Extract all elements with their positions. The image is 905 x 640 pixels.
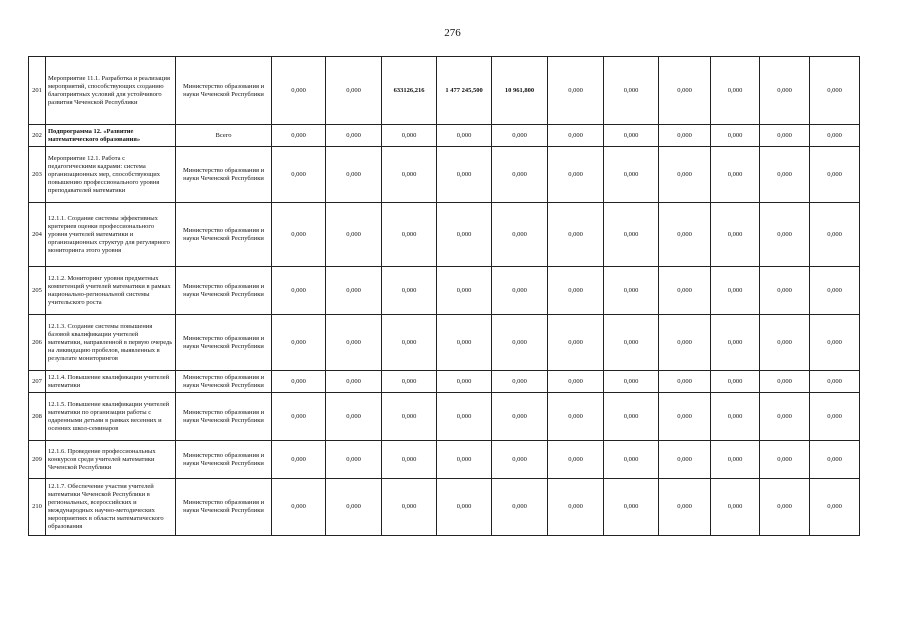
table-row — [29, 371, 860, 393]
activity-name: Мероприятие 11.1. Разработка и реализация мероприятий, способствующих созданию благоприятных условий для устойчивого развития Чеченской Республики — [46, 57, 176, 125]
amount-cell: 0,000 — [604, 267, 659, 315]
amount-cell: 0,000 — [659, 57, 711, 125]
amount-cell: 0,000 — [326, 371, 382, 393]
responsible-org: Министерство образования и науки Чеченской Республики — [176, 315, 272, 371]
amount-cell: 10 961,800 — [492, 57, 548, 125]
amount-cell: 0,000 — [760, 393, 810, 441]
amount-cell: 0,000 — [604, 371, 659, 393]
amount-cell: 0,000 — [711, 479, 760, 536]
amount-cell: 0,000 — [604, 393, 659, 441]
amount-cell: 0,000 — [548, 267, 604, 315]
row-number: 206 — [29, 315, 46, 371]
amount-cell: 0,000 — [604, 125, 659, 147]
amount-cell: 0,000 — [382, 203, 437, 267]
amount-cell: 0,000 — [604, 203, 659, 267]
amount-cell: 0,000 — [659, 441, 711, 479]
activity-name: Мероприятие 12.1. Работа с педагогическими кадрами: система организационных мер, способствующих повышению профессионального уровня преподавателей математики — [46, 147, 176, 203]
responsible-org: Министерство образования и науки Чеченской Республики — [176, 479, 272, 536]
amount-cell: 0,000 — [437, 125, 492, 147]
amount-cell: 0,000 — [492, 315, 548, 371]
amount-cell: 0,000 — [272, 479, 326, 536]
amount-cell: 0,000 — [382, 315, 437, 371]
amount-cell: 0,000 — [437, 479, 492, 536]
amount-cell: 0,000 — [659, 371, 711, 393]
amount-cell: 0,000 — [437, 393, 492, 441]
amount-cell: 0,000 — [272, 147, 326, 203]
row-number: 203 — [29, 147, 46, 203]
amount-cell: 1 477 245,500 — [437, 57, 492, 125]
amount-cell: 0,000 — [760, 57, 810, 125]
amount-cell: 0,000 — [711, 393, 760, 441]
amount-cell: 0,000 — [492, 203, 548, 267]
amount-cell: 0,000 — [548, 371, 604, 393]
amount-cell: 0,000 — [548, 125, 604, 147]
amount-cell: 633126,216 — [382, 57, 437, 125]
amount-cell: 0,000 — [659, 267, 711, 315]
amount-cell: 0,000 — [760, 125, 810, 147]
table-body — [29, 57, 860, 536]
amount-cell: 0,000 — [382, 371, 437, 393]
amount-cell: 0,000 — [711, 57, 760, 125]
amount-cell: 0,000 — [272, 125, 326, 147]
responsible-org: Министерство образования и науки Чеченской Республики — [176, 147, 272, 203]
amount-cell: 0,000 — [548, 203, 604, 267]
amount-cell: 0,000 — [272, 441, 326, 479]
page-number: 276 — [444, 27, 461, 39]
responsible-org: Всего — [176, 125, 272, 147]
amount-cell: 0,000 — [272, 393, 326, 441]
budget-table — [28, 56, 860, 536]
amount-cell: 0,000 — [760, 315, 810, 371]
amount-cell: 0,000 — [492, 479, 548, 536]
amount-cell: 0,000 — [810, 203, 860, 267]
amount-cell: 0,000 — [492, 125, 548, 147]
amount-cell: 0,000 — [760, 267, 810, 315]
activity-name: 12.1.4. Повышение квалификации учителей математики — [46, 371, 176, 393]
amount-cell: 0,000 — [604, 479, 659, 536]
amount-cell: 0,000 — [326, 441, 382, 479]
amount-cell: 0,000 — [437, 371, 492, 393]
amount-cell: 0,000 — [326, 393, 382, 441]
amount-cell: 0,000 — [326, 267, 382, 315]
table-row — [29, 125, 860, 147]
amount-cell: 0,000 — [548, 393, 604, 441]
amount-cell: 0,000 — [326, 147, 382, 203]
amount-cell: 0,000 — [437, 203, 492, 267]
amount-cell: 0,000 — [272, 371, 326, 393]
amount-cell: 0,000 — [659, 393, 711, 441]
amount-cell: 0,000 — [810, 315, 860, 371]
table-row — [29, 441, 860, 479]
amount-cell: 0,000 — [272, 315, 326, 371]
amount-cell: 0,000 — [810, 371, 860, 393]
row-number: 201 — [29, 57, 46, 125]
responsible-org: Министерство образования и науки Чеченской Республики — [176, 393, 272, 441]
amount-cell: 0,000 — [492, 371, 548, 393]
amount-cell: 0,000 — [760, 203, 810, 267]
amount-cell: 0,000 — [437, 315, 492, 371]
amount-cell: 0,000 — [382, 147, 437, 203]
amount-cell: 0,000 — [326, 315, 382, 371]
amount-cell: 0,000 — [810, 147, 860, 203]
amount-cell: 0,000 — [548, 479, 604, 536]
row-number: 210 — [29, 479, 46, 536]
responsible-org: Министерство образования и науки Чеченской Республики — [176, 371, 272, 393]
amount-cell: 0,000 — [548, 147, 604, 203]
amount-cell: 0,000 — [810, 479, 860, 536]
amount-cell: 0,000 — [382, 393, 437, 441]
activity-name: 12.1.1. Создание системы эффективных критериев оценки профессионального уровня учителей математики и организационных структур для регулярного мониторинга этого уровня — [46, 203, 176, 267]
amount-cell: 0,000 — [810, 57, 860, 125]
amount-cell: 0,000 — [810, 267, 860, 315]
amount-cell: 0,000 — [492, 267, 548, 315]
responsible-org: Министерство образования и науки Чеченской Республики — [176, 57, 272, 125]
amount-cell: 0,000 — [437, 147, 492, 203]
amount-cell: 0,000 — [604, 57, 659, 125]
amount-cell: 0,000 — [810, 393, 860, 441]
amount-cell: 0,000 — [326, 479, 382, 536]
row-number: 205 — [29, 267, 46, 315]
amount-cell: 0,000 — [382, 125, 437, 147]
activity-name: 12.1.6. Проведение профессиональных конкурсов среди учителей математики Чеченской Республики — [46, 441, 176, 479]
responsible-org: Министерство образования и науки Чеченской Республики — [176, 441, 272, 479]
row-number: 207 — [29, 371, 46, 393]
responsible-org: Министерство образования и науки Чеченской Республики — [176, 203, 272, 267]
amount-cell: 0,000 — [548, 57, 604, 125]
amount-cell: 0,000 — [711, 441, 760, 479]
amount-cell: 0,000 — [604, 147, 659, 203]
amount-cell: 0,000 — [272, 57, 326, 125]
amount-cell: 0,000 — [810, 125, 860, 147]
amount-cell: 0,000 — [711, 267, 760, 315]
amount-cell: 0,000 — [810, 441, 860, 479]
row-number: 209 — [29, 441, 46, 479]
amount-cell: 0,000 — [711, 371, 760, 393]
table-row — [29, 479, 860, 536]
responsible-org: Министерство образования и науки Чеченской Республики — [176, 267, 272, 315]
amount-cell: 0,000 — [437, 267, 492, 315]
amount-cell: 0,000 — [382, 267, 437, 315]
table-row — [29, 57, 860, 125]
amount-cell: 0,000 — [326, 203, 382, 267]
amount-cell: 0,000 — [492, 393, 548, 441]
amount-cell: 0,000 — [326, 57, 382, 125]
amount-cell: 0,000 — [548, 441, 604, 479]
amount-cell: 0,000 — [659, 125, 711, 147]
amount-cell: 0,000 — [492, 441, 548, 479]
table-row — [29, 315, 860, 371]
amount-cell: 0,000 — [711, 203, 760, 267]
table-row — [29, 267, 860, 315]
amount-cell: 0,000 — [382, 441, 437, 479]
row-number: 208 — [29, 393, 46, 441]
activity-name: 12.1.3. Создание системы повышения базовой квалификации учителей математики, направленной в первую очередь на ликвидацию пробелов, выявленных в результате мониторингов — [46, 315, 176, 371]
table-row — [29, 393, 860, 441]
activity-name: Подпрограмма 12. «Развитие математического образования» — [46, 125, 176, 147]
amount-cell: 0,000 — [760, 479, 810, 536]
amount-cell: 0,000 — [604, 441, 659, 479]
amount-cell: 0,000 — [659, 203, 711, 267]
amount-cell: 0,000 — [711, 315, 760, 371]
activity-name: 12.1.2. Мониторинг уровня предметных компетенций учителей математики в рамках национально-региональной системы учительского роста — [46, 267, 176, 315]
amount-cell: 0,000 — [659, 315, 711, 371]
activity-name: 12.1.7. Обеспечение участия учителей математики Чеченской Республики в региональных, всероссийских и международных научно-методических мероприятиях в области математического образования — [46, 479, 176, 536]
amount-cell: 0,000 — [760, 371, 810, 393]
amount-cell: 0,000 — [711, 125, 760, 147]
amount-cell: 0,000 — [272, 267, 326, 315]
amount-cell: 0,000 — [272, 203, 326, 267]
row-number: 204 — [29, 203, 46, 267]
amount-cell: 0,000 — [760, 147, 810, 203]
amount-cell: 0,000 — [437, 441, 492, 479]
table-row — [29, 147, 860, 203]
row-number: 202 — [29, 125, 46, 147]
amount-cell: 0,000 — [711, 147, 760, 203]
amount-cell: 0,000 — [548, 315, 604, 371]
amount-cell: 0,000 — [604, 315, 659, 371]
activity-name: 12.1.5. Повышение квалификации учителей математики по организации работы с одаренными детьми в рамках весенних и осенних школ-семинаров — [46, 393, 176, 441]
amount-cell: 0,000 — [492, 147, 548, 203]
amount-cell: 0,000 — [382, 479, 437, 536]
amount-cell: 0,000 — [659, 479, 711, 536]
table-row — [29, 203, 860, 267]
amount-cell: 0,000 — [659, 147, 711, 203]
amount-cell: 0,000 — [326, 125, 382, 147]
amount-cell: 0,000 — [760, 441, 810, 479]
